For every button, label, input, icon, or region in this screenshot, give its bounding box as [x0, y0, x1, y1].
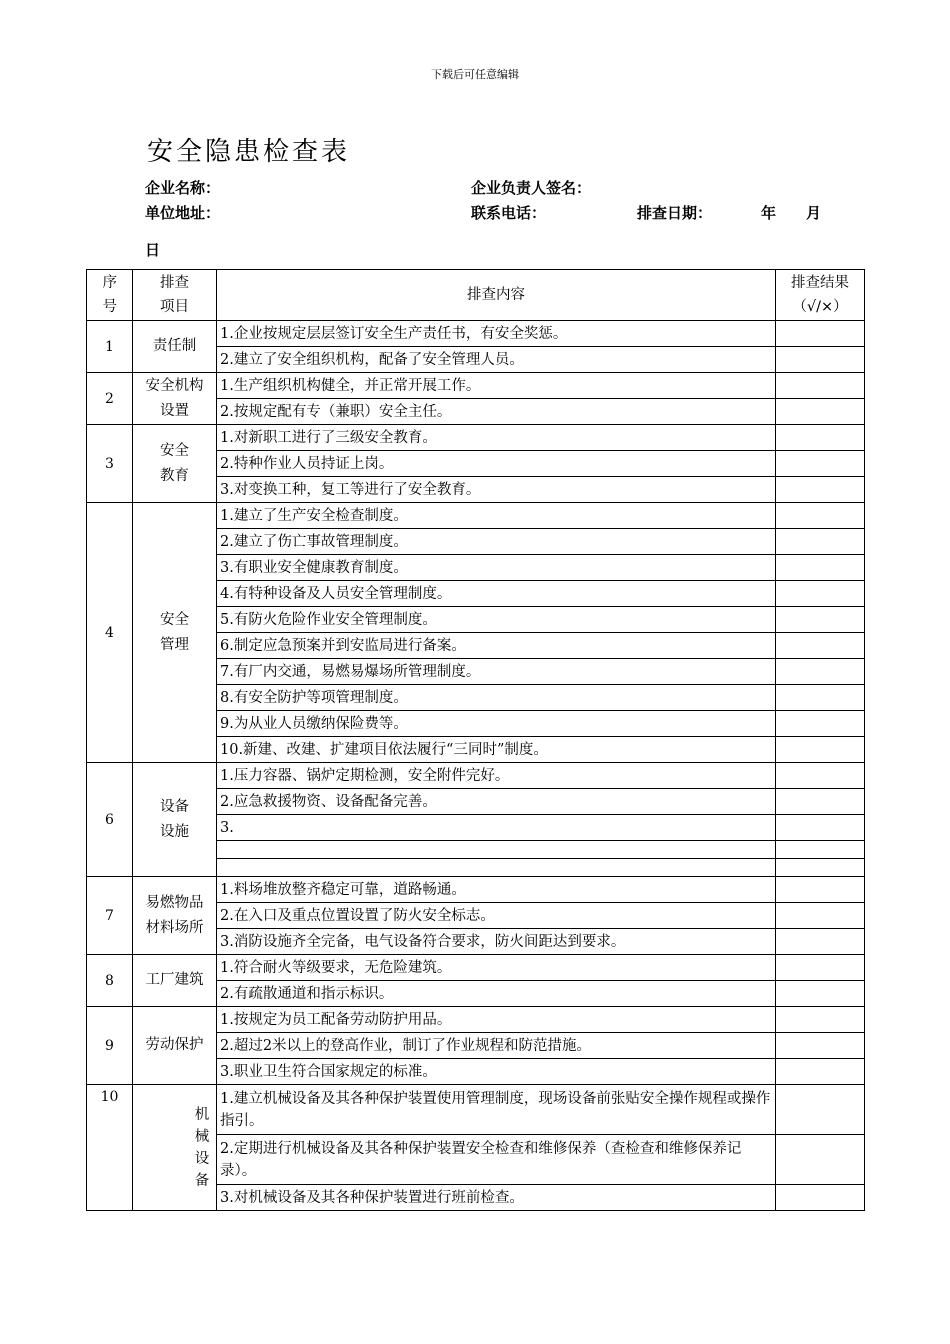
- company-name-label: 企业名称：: [145, 179, 221, 197]
- result-cell[interactable]: [776, 1135, 865, 1185]
- row-number: 3: [87, 425, 133, 503]
- result-cell[interactable]: [776, 955, 865, 981]
- result-cell[interactable]: [776, 1085, 865, 1135]
- top-note: 下载后可任意编辑: [431, 68, 519, 81]
- result-cell[interactable]: [776, 789, 865, 815]
- check-content: 2.按规定配有专（兼职）安全主任。: [217, 399, 776, 425]
- check-item: 设备设施: [133, 763, 217, 877]
- result-cell[interactable]: [776, 321, 865, 347]
- result-cell[interactable]: [776, 425, 865, 451]
- row-number: 8: [87, 955, 133, 1007]
- result-cell[interactable]: [776, 529, 865, 555]
- result-cell[interactable]: [776, 815, 865, 841]
- result-cell[interactable]: [776, 1033, 865, 1059]
- result-cell[interactable]: [776, 607, 865, 633]
- check-item: 机械设备: [133, 1085, 217, 1211]
- result-cell[interactable]: [776, 903, 865, 929]
- row-number: 9: [87, 1007, 133, 1085]
- table-header-row: [87, 270, 865, 321]
- result-cell[interactable]: [776, 737, 865, 763]
- result-cell[interactable]: [776, 399, 865, 425]
- result-cell[interactable]: [776, 503, 865, 529]
- result-cell[interactable]: [776, 633, 865, 659]
- check-content: 2.定期进行机械设备及其各种保护装置安全检查和维修保养（查检查和维修保养记录）。: [217, 1135, 776, 1185]
- phone-label: 联系电话：: [471, 204, 547, 222]
- check-content: 3.对变换工种，复工等进行了安全教育。: [217, 477, 776, 503]
- row-number: 7: [87, 877, 133, 955]
- check-content: 1.按规定为员工配备劳动防护用品。: [217, 1007, 776, 1033]
- check-content: 1.料场堆放整齐稳定可靠，道路畅通。: [217, 877, 776, 903]
- check-item: 工厂建筑: [133, 955, 217, 1007]
- check-content: 2.超过2米以上的登高作业，制订了作业规程和防范措施。: [217, 1033, 776, 1059]
- check-content: 3.职业卫生符合国家规定的标准。: [217, 1059, 776, 1085]
- check-content: 1.企业按规定层层签订安全生产责任书，有安全奖惩。: [217, 321, 776, 347]
- address-label: 单位地址：: [145, 204, 221, 222]
- check-content: 3.消防设施齐全完备，电气设备符合要求，防火间距达到要求。: [217, 929, 776, 955]
- date-label: 排查日期：: [637, 204, 713, 222]
- table-row: [87, 763, 865, 789]
- check-content: 1.建立了生产安全检查制度。: [217, 503, 776, 529]
- table-row: [87, 321, 865, 347]
- check-item: 易燃物品材料场所: [133, 877, 217, 955]
- page-title: 安全隐患检查表: [147, 137, 351, 167]
- check-content: 2.应急救援物资、设备配备完善。: [217, 789, 776, 815]
- check-content: 5.有防火危险作业安全管理制度。: [217, 607, 776, 633]
- row-number: 10: [87, 1085, 133, 1211]
- check-content: 9.为从业人员缴纳保险费等。: [217, 711, 776, 737]
- result-cell[interactable]: [776, 581, 865, 607]
- result-cell[interactable]: [776, 373, 865, 399]
- check-content: 2.有疏散通道和指示标识。: [217, 981, 776, 1007]
- result-cell[interactable]: [776, 659, 865, 685]
- check-content: [217, 859, 776, 877]
- check-content: 1.压力容器、锅炉定期检测，安全附件完好。: [217, 763, 776, 789]
- table-row: [87, 955, 865, 981]
- header-result: 排查结果（√/×）: [776, 270, 865, 321]
- date-month: 月: [806, 204, 822, 222]
- table-row: [87, 1007, 865, 1033]
- result-cell[interactable]: [776, 763, 865, 789]
- check-content: 4.有特种设备及人员安全管理制度。: [217, 581, 776, 607]
- check-content: 2.建立了安全组织机构，配备了安全管理人员。: [217, 347, 776, 373]
- result-cell[interactable]: [776, 451, 865, 477]
- check-content: 6.制定应急预案并到安监局进行备案。: [217, 633, 776, 659]
- header-no: 序号: [87, 270, 133, 321]
- check-item: 劳动保护: [133, 1007, 217, 1085]
- result-cell[interactable]: [776, 555, 865, 581]
- check-item: 责任制: [133, 321, 217, 373]
- inspection-table: [86, 269, 865, 1211]
- table-row: [87, 373, 865, 399]
- check-item: 安全教育: [133, 425, 217, 503]
- check-content: 3.有职业安全健康教育制度。: [217, 555, 776, 581]
- result-cell[interactable]: [776, 841, 865, 859]
- result-cell[interactable]: [776, 1185, 865, 1211]
- result-cell[interactable]: [776, 981, 865, 1007]
- result-cell[interactable]: [776, 929, 865, 955]
- result-cell[interactable]: [776, 711, 865, 737]
- result-cell[interactable]: [776, 685, 865, 711]
- check-content: 1.对新职工进行了三级安全教育。: [217, 425, 776, 451]
- date-day: 日: [145, 241, 161, 259]
- result-cell[interactable]: [776, 1007, 865, 1033]
- check-content: 1.生产组织机构健全，并正常开展工作。: [217, 373, 776, 399]
- table-row: [87, 503, 865, 529]
- result-cell[interactable]: [776, 477, 865, 503]
- check-content: 2.建立了伤亡事故管理制度。: [217, 529, 776, 555]
- result-cell[interactable]: [776, 859, 865, 877]
- check-content: 1.符合耐火等级要求，无危险建筑。: [217, 955, 776, 981]
- row-number: 6: [87, 763, 133, 877]
- header-content: 排查内容: [217, 270, 776, 321]
- date-year: 年: [761, 204, 777, 222]
- check-content: 3.对机械设备及其各种保护装置进行班前检查。: [217, 1185, 776, 1211]
- check-content: 2.在入口及重点位置设置了防火安全标志。: [217, 903, 776, 929]
- responsible-sign-label: 企业负责人签名：: [471, 179, 592, 197]
- row-number: 4: [87, 503, 133, 763]
- check-content: 10.新建、改建、扩建项目依法履行“三同时”制度。: [217, 737, 776, 763]
- check-content: 1.建立机械设备及其各种保护装置使用管理制度，现场设备前张贴安全操作规程或操作指引。: [217, 1085, 776, 1135]
- check-content: [217, 841, 776, 859]
- check-content: 3.: [217, 815, 776, 841]
- check-content: 8.有安全防护等项管理制度。: [217, 685, 776, 711]
- result-cell[interactable]: [776, 347, 865, 373]
- table-row: [87, 877, 865, 903]
- row-number: 1: [87, 321, 133, 373]
- check-content: 7.有厂内交通，易燃易爆场所管理制度。: [217, 659, 776, 685]
- header-item: 排查项目: [133, 270, 217, 321]
- row-number: 2: [87, 373, 133, 425]
- table-row: [87, 425, 865, 451]
- check-item: 安全管理: [133, 503, 217, 763]
- check-item: 安全机构设置: [133, 373, 217, 425]
- result-cell[interactable]: [776, 1059, 865, 1085]
- result-cell[interactable]: [776, 877, 865, 903]
- table-row: [87, 1085, 865, 1135]
- check-content: 2.特种作业人员持证上岗。: [217, 451, 776, 477]
